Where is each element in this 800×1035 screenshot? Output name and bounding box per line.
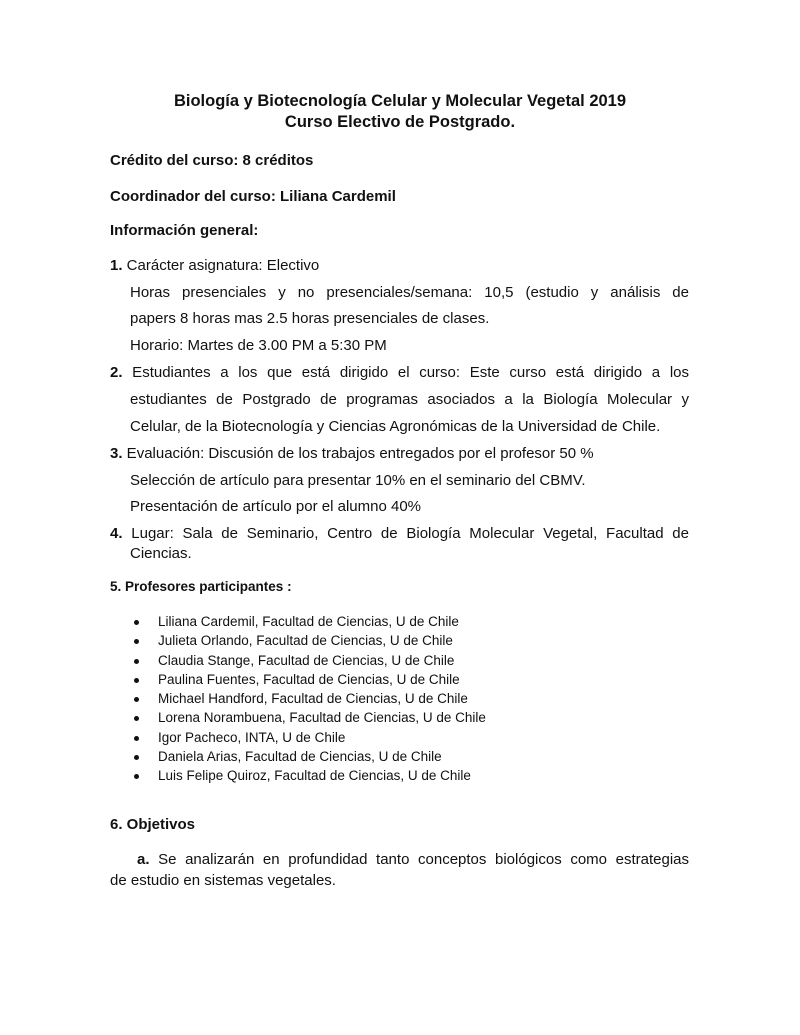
professor-name: Michael Handford, Facultad de Ciencias, U de Chile [158, 691, 468, 707]
item-3-text: Evaluación: Discusión de los trabajos entregados por el profesor 50 % [122, 445, 594, 462]
list-item [133, 631, 486, 650]
list-item [133, 670, 486, 689]
item-1-number: 1. [110, 257, 123, 274]
list-item [133, 747, 486, 766]
item-3-line-1 [110, 445, 594, 462]
item-1 [110, 257, 319, 274]
objective-a-label: a. [137, 851, 150, 868]
professor-name: Daniela Arias, Facultad de Ciencias, U de Chile [158, 749, 442, 765]
item-2-line-2: estudiantes de Postgrado de programas asociados a la Biología Molecular y [130, 391, 689, 408]
bullet-icon [134, 774, 139, 779]
bullet-icon [134, 736, 139, 741]
list-item [133, 728, 486, 747]
list-item [133, 612, 486, 631]
professor-name: Lorena Norambuena, Facultad de Ciencias, U de Chile [158, 710, 486, 726]
item-4-number: 4. [110, 525, 123, 542]
bullet-icon [134, 659, 139, 664]
doc-title-line1: Biología y Biotecnología Celular y Molecular Vegetal 2019 [173, 92, 627, 110]
list-item [133, 689, 486, 708]
list-item [133, 651, 486, 670]
item-2-line-3: Celular, de la Biotecnología y Ciencias Agronómicas de la Universidad de Chile. [130, 418, 661, 435]
professor-name: Claudia Stange, Facultad de Ciencias, U de Chile [158, 652, 455, 668]
item-2-number: 2. [110, 364, 123, 381]
item-1-text: Carácter asignatura: Electivo [122, 257, 320, 274]
item-4-line-1 [110, 525, 689, 542]
list-item [133, 766, 486, 785]
item-4-text: Lugar: Sala de Seminario, Centro de Biología Molecular Vegetal, Facultad de [122, 525, 689, 542]
general-info-heading: Información general: [110, 222, 259, 239]
objective-a-text: Se analizarán en profundidad tanto conceptos biológicos como estrategias [149, 851, 689, 868]
hours-line-1: Horas presenciales y no presenciales/semana: 10,5 (estudio y análisis de [130, 284, 689, 301]
objective-a-line-2: de estudio en sistemas vegetales. [110, 872, 336, 889]
bullet-icon [134, 755, 139, 760]
bullet-icon [134, 639, 139, 644]
item-3-number: 3. [110, 445, 123, 462]
schedule: Horario: Martes de 3.00 PM a 5:30 PM [130, 337, 387, 354]
objective-a-line-1 [110, 851, 689, 868]
item-3-line-3: Presentación de artículo por el alumno 40% [130, 498, 422, 515]
item-2-line-1 [110, 364, 689, 381]
doc-title-line2: Curso Electivo de Postgrado. [284, 113, 516, 131]
bullet-icon [134, 697, 139, 702]
professor-name: Julieta Orlando, Facultad de Ciencias, U de Chile [158, 633, 453, 649]
professor-name: Paulina Fuentes, Facultad de Ciencias, U de Chile [158, 671, 460, 687]
item-2-text: Estudiantes a los que está dirigido el curso: Este curso está dirigido a los [122, 364, 689, 381]
objectives-heading: 6. Objetivos [110, 816, 196, 833]
course-credit: Crédito del curso: 8 créditos [110, 152, 314, 169]
item-4-line-2: Ciencias. [130, 545, 192, 562]
bullet-icon [134, 620, 139, 625]
professors-heading: 5. Profesores participantes : [110, 579, 292, 594]
professor-name: Luis Felipe Quiroz, Facultad de Ciencias, U de Chile [158, 768, 471, 784]
professor-name: Liliana Cardemil, Facultad de Ciencias, U de Chile [158, 614, 459, 629]
course-coordinator: Coordinador del curso: Liliana Cardemil [110, 188, 396, 205]
bullet-icon [134, 716, 139, 721]
bullet-icon [134, 678, 139, 683]
item-3-line-2: Selección de artículo para presentar 10% en el seminario del CBMV. [130, 472, 586, 489]
list-item [133, 708, 486, 727]
professors-list [133, 612, 486, 786]
hours-line-2: papers 8 horas mas 2.5 horas presenciales de clases. [130, 310, 490, 327]
professor-name: Igor Pacheco, INTA, U de Chile [158, 729, 346, 745]
